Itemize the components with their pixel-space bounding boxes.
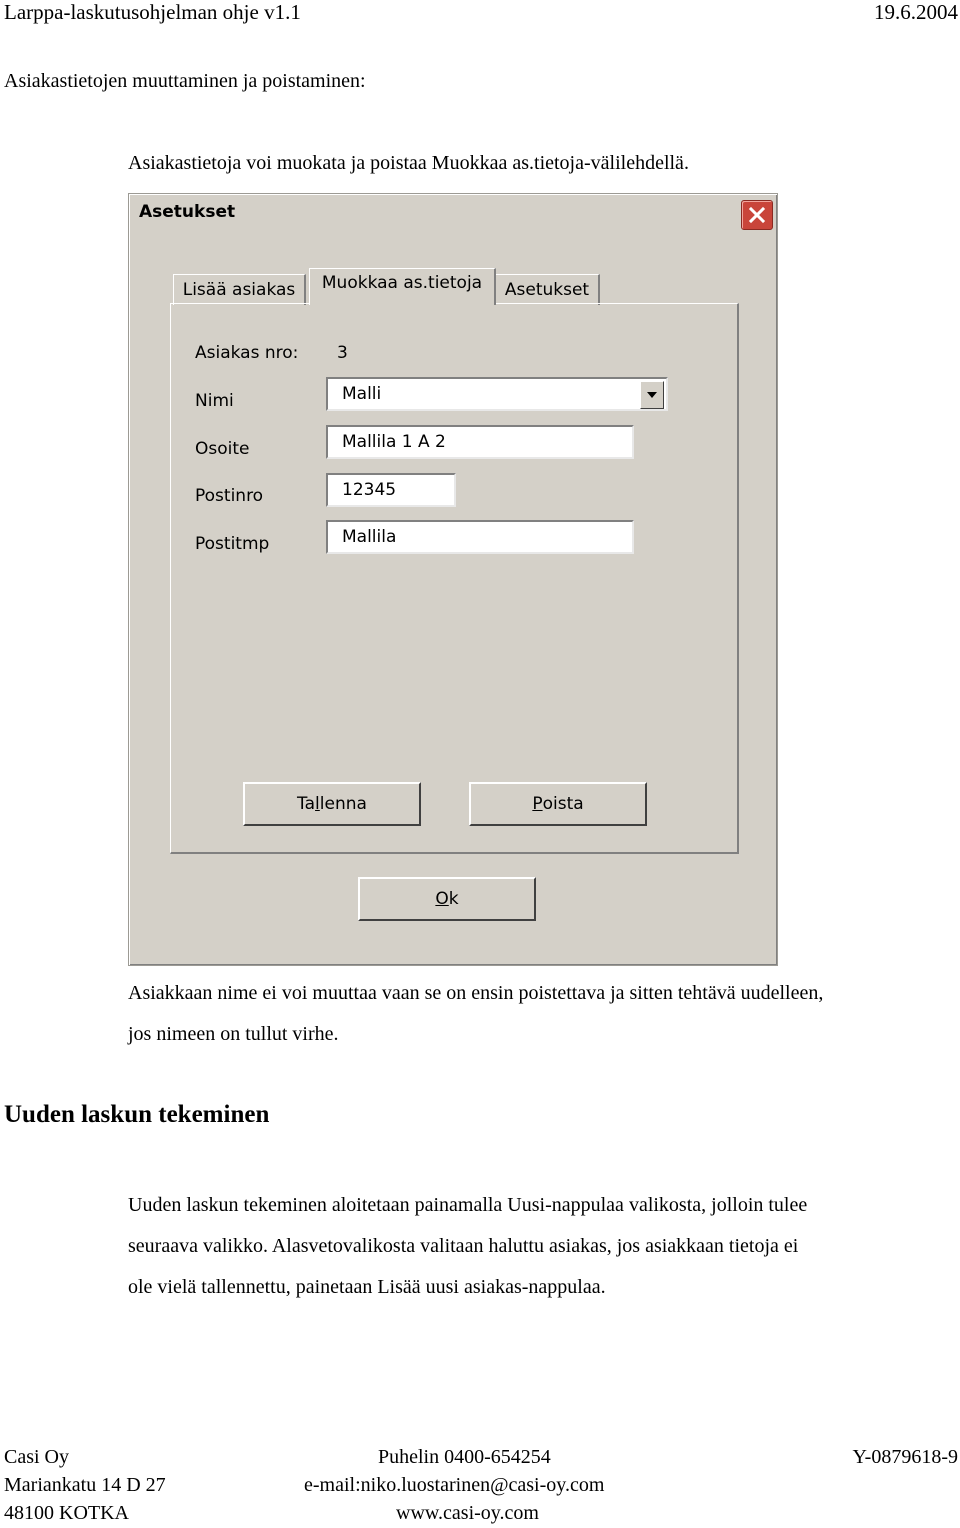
- close-button[interactable]: [741, 200, 773, 230]
- doc-header-date: 19.6.2004: [874, 0, 958, 24]
- close-icon: [748, 206, 766, 224]
- settings-dialog: [128, 193, 778, 966]
- tab-settings[interactable]: [495, 274, 600, 305]
- delete-label-mnemonic: P: [532, 794, 543, 814]
- body-line-3: ole vielä tallennettu, painetaan Lisää uusi asiakas-nappulaa.: [128, 1276, 606, 1298]
- postal-code-label: Postinro: [195, 486, 264, 506]
- ok-button[interactable]: [358, 877, 536, 921]
- name-dropdown[interactable]: [326, 377, 668, 411]
- dialog-title: Asetukset: [139, 202, 236, 222]
- city-label: Postitmp: [195, 534, 270, 554]
- tab-add-customer[interactable]: [173, 274, 306, 305]
- save-label-post: lenna: [319, 794, 367, 814]
- doc-header-title: Larppa-laskutusohjelman ohje v1.1: [4, 0, 301, 24]
- section-heading-edit: Asiakastietojen muuttaminen ja poistaminen:: [4, 70, 366, 92]
- tab-label: Muokkaa as.tietoja: [321, 273, 483, 293]
- chevron-down-icon: [647, 392, 657, 398]
- delete-label-post: oista: [542, 794, 584, 814]
- ok-label-mnemonic: O: [435, 889, 449, 909]
- save-button[interactable]: [243, 782, 421, 826]
- footer-website: www.casi-oy.com: [396, 1502, 539, 1524]
- delete-button[interactable]: [469, 782, 647, 826]
- ok-label-post: k: [448, 889, 459, 909]
- section-intro: Asiakastietoja voi muokata ja poistaa Muokkaa as.tietoja-välilehdellä.: [128, 152, 689, 174]
- footer-phone: Puhelin 0400-654254: [378, 1446, 551, 1468]
- customer-number-value: 3: [337, 343, 348, 363]
- footer-company: Casi Oy: [4, 1446, 69, 1468]
- note-line-1: Asiakkaan nime ei voi muuttaa vaan se on ensin poistettava ja sitten tehtävä uudelleen,: [128, 982, 824, 1004]
- save-label-pre: Ta: [297, 794, 316, 814]
- section-heading-new-invoice: Uuden laskun tekeminen: [4, 1101, 270, 1128]
- name-label: Nimi: [195, 391, 234, 411]
- postal-code-input[interactable]: 12345: [326, 473, 456, 507]
- footer-business-id: Y-0879618-9: [852, 1446, 958, 1468]
- address-label: Osoite: [195, 439, 250, 459]
- footer-city: 48100 KOTKA: [4, 1502, 129, 1524]
- dropdown-button[interactable]: [640, 381, 664, 409]
- body-line-2: seuraava valikko. Alasvetovalikosta valitaan haluttu asiakas, jos asiakkaan tietoja ei: [128, 1235, 799, 1257]
- tab-edit-customer[interactable]: [309, 268, 496, 305]
- footer-email: e-mail:niko.luostarinen@casi-oy.com: [304, 1474, 605, 1496]
- name-value: Malli: [342, 384, 382, 404]
- note-line-2: jos nimeen on tullut virhe.: [128, 1023, 339, 1045]
- customer-number-label: Asiakas nro:: [195, 343, 299, 363]
- tab-label: Asetukset: [504, 280, 590, 300]
- address-input[interactable]: Mallila 1 A 2: [326, 425, 634, 459]
- save-label-mnemonic: l: [315, 794, 320, 814]
- city-input[interactable]: Mallila: [326, 520, 634, 554]
- body-line-1: Uuden laskun tekeminen aloitetaan painamalla Uusi-nappulaa valikosta, jolloin tulee: [128, 1194, 808, 1216]
- tab-label: Lisää asiakas: [182, 280, 296, 300]
- footer-street: Mariankatu 14 D 27: [4, 1474, 166, 1496]
